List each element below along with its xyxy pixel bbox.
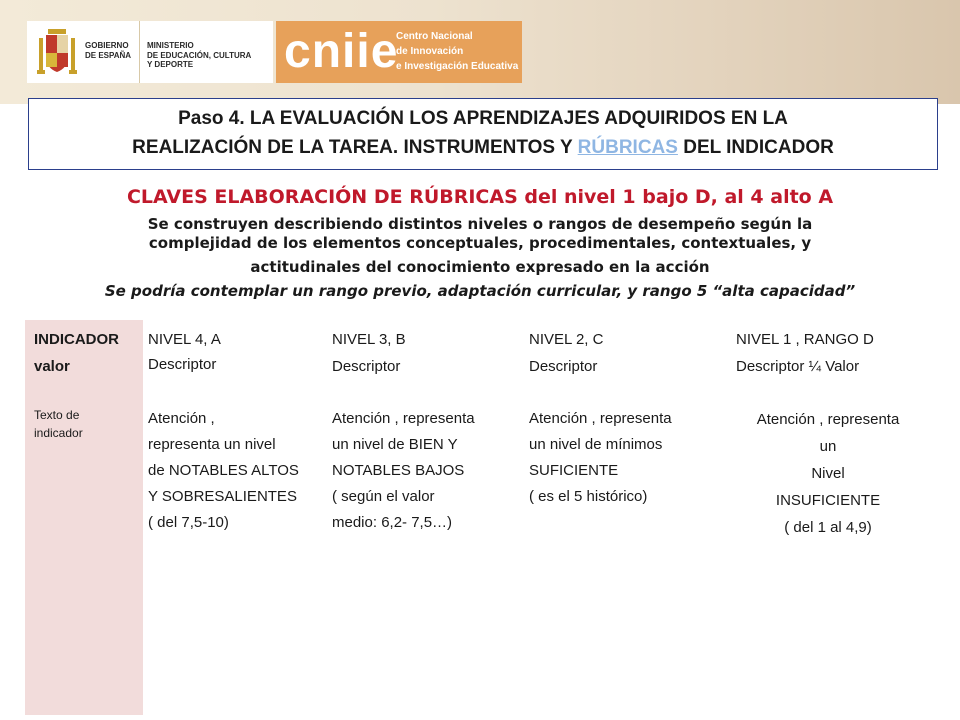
indicator-header: INDICADOR <box>34 331 119 348</box>
level-3-header: NIVEL 3, B <box>332 331 406 348</box>
level-4-header: NIVEL 4, A <box>148 331 221 348</box>
level-4-body: Atención , representa un nivel de NOTABLES ALTOS Y SOBRESALIENTES ( del 7,5-10) <box>148 410 299 531</box>
rubricas-link[interactable]: RÚBRICAS <box>577 137 678 158</box>
level-4-descriptor: Descriptor <box>148 356 217 373</box>
description-line-3: actitudinales del conocimiento expresado en la acción <box>250 258 710 276</box>
level-2-descriptor: Descriptor <box>529 358 598 375</box>
section-heading: CLAVES ELABORACIÓN DE RÚBRICAS del nivel 1 bajo D, al 4 alto A <box>126 186 834 208</box>
level-3-descriptor: Descriptor <box>332 358 401 375</box>
title-line-2: REALIZACIÓN DE LA TAREA. INSTRUMENTOS Y RÚBRICAS DEL INDICADOR <box>132 137 834 158</box>
level-1-header: NIVEL 1 , RANGO D <box>736 331 874 348</box>
title-box <box>28 98 938 170</box>
level-2-header: NIVEL 2, C <box>529 331 604 348</box>
description-line-2: complejidad de los elementos conceptuales, procedimentales, contextuales, y <box>148 234 812 252</box>
indicator-column <box>25 320 143 715</box>
cniie-subtitle: Centro Nacional de Innovación e Investigación Educativa <box>396 31 519 72</box>
cniie-wordmark: cniie <box>284 25 399 78</box>
value-header: valor <box>34 358 70 375</box>
level-1-body: Atención , representa un Nivel INSUFICIENTE ( del 1 al 4,9) <box>756 411 900 536</box>
cniie-logo <box>276 21 522 83</box>
coat-of-arms-icon <box>37 26 77 78</box>
title-line-1: Paso 4. LA EVALUACIÓN LOS APRENDIZAJES ADQUIRIDOS EN LA <box>178 108 788 129</box>
gobierno-label: GOBIERNO DE ESPAÑA <box>85 41 132 60</box>
logo-divider <box>139 21 140 83</box>
ministry-logo <box>27 21 273 83</box>
indicator-text: Texto de indicador <box>34 408 83 440</box>
capacity-note: Se podría contemplar un rango previo, adaptación curricular, y rango 5 “alta capacidad” <box>104 282 856 300</box>
level-3-body: Atención , representa un nivel de BIEN Y NOTABLES BAJOS ( según el valor medio: 6,2- 7,5…) <box>332 410 475 531</box>
description-line-1: Se construyen describiendo distintos niveles o rangos de desempeño según la <box>147 215 813 233</box>
level-1-descriptor: Descriptor ¼ Valor <box>736 358 860 375</box>
ministry-label: MINISTERIO DE EDUCACIÓN, CULTURA Y DEPORTE <box>147 41 252 69</box>
level-2-body: Atención , representa un nivel de mínimos SUFICIENTE ( es el 5 histórico) <box>529 410 672 505</box>
